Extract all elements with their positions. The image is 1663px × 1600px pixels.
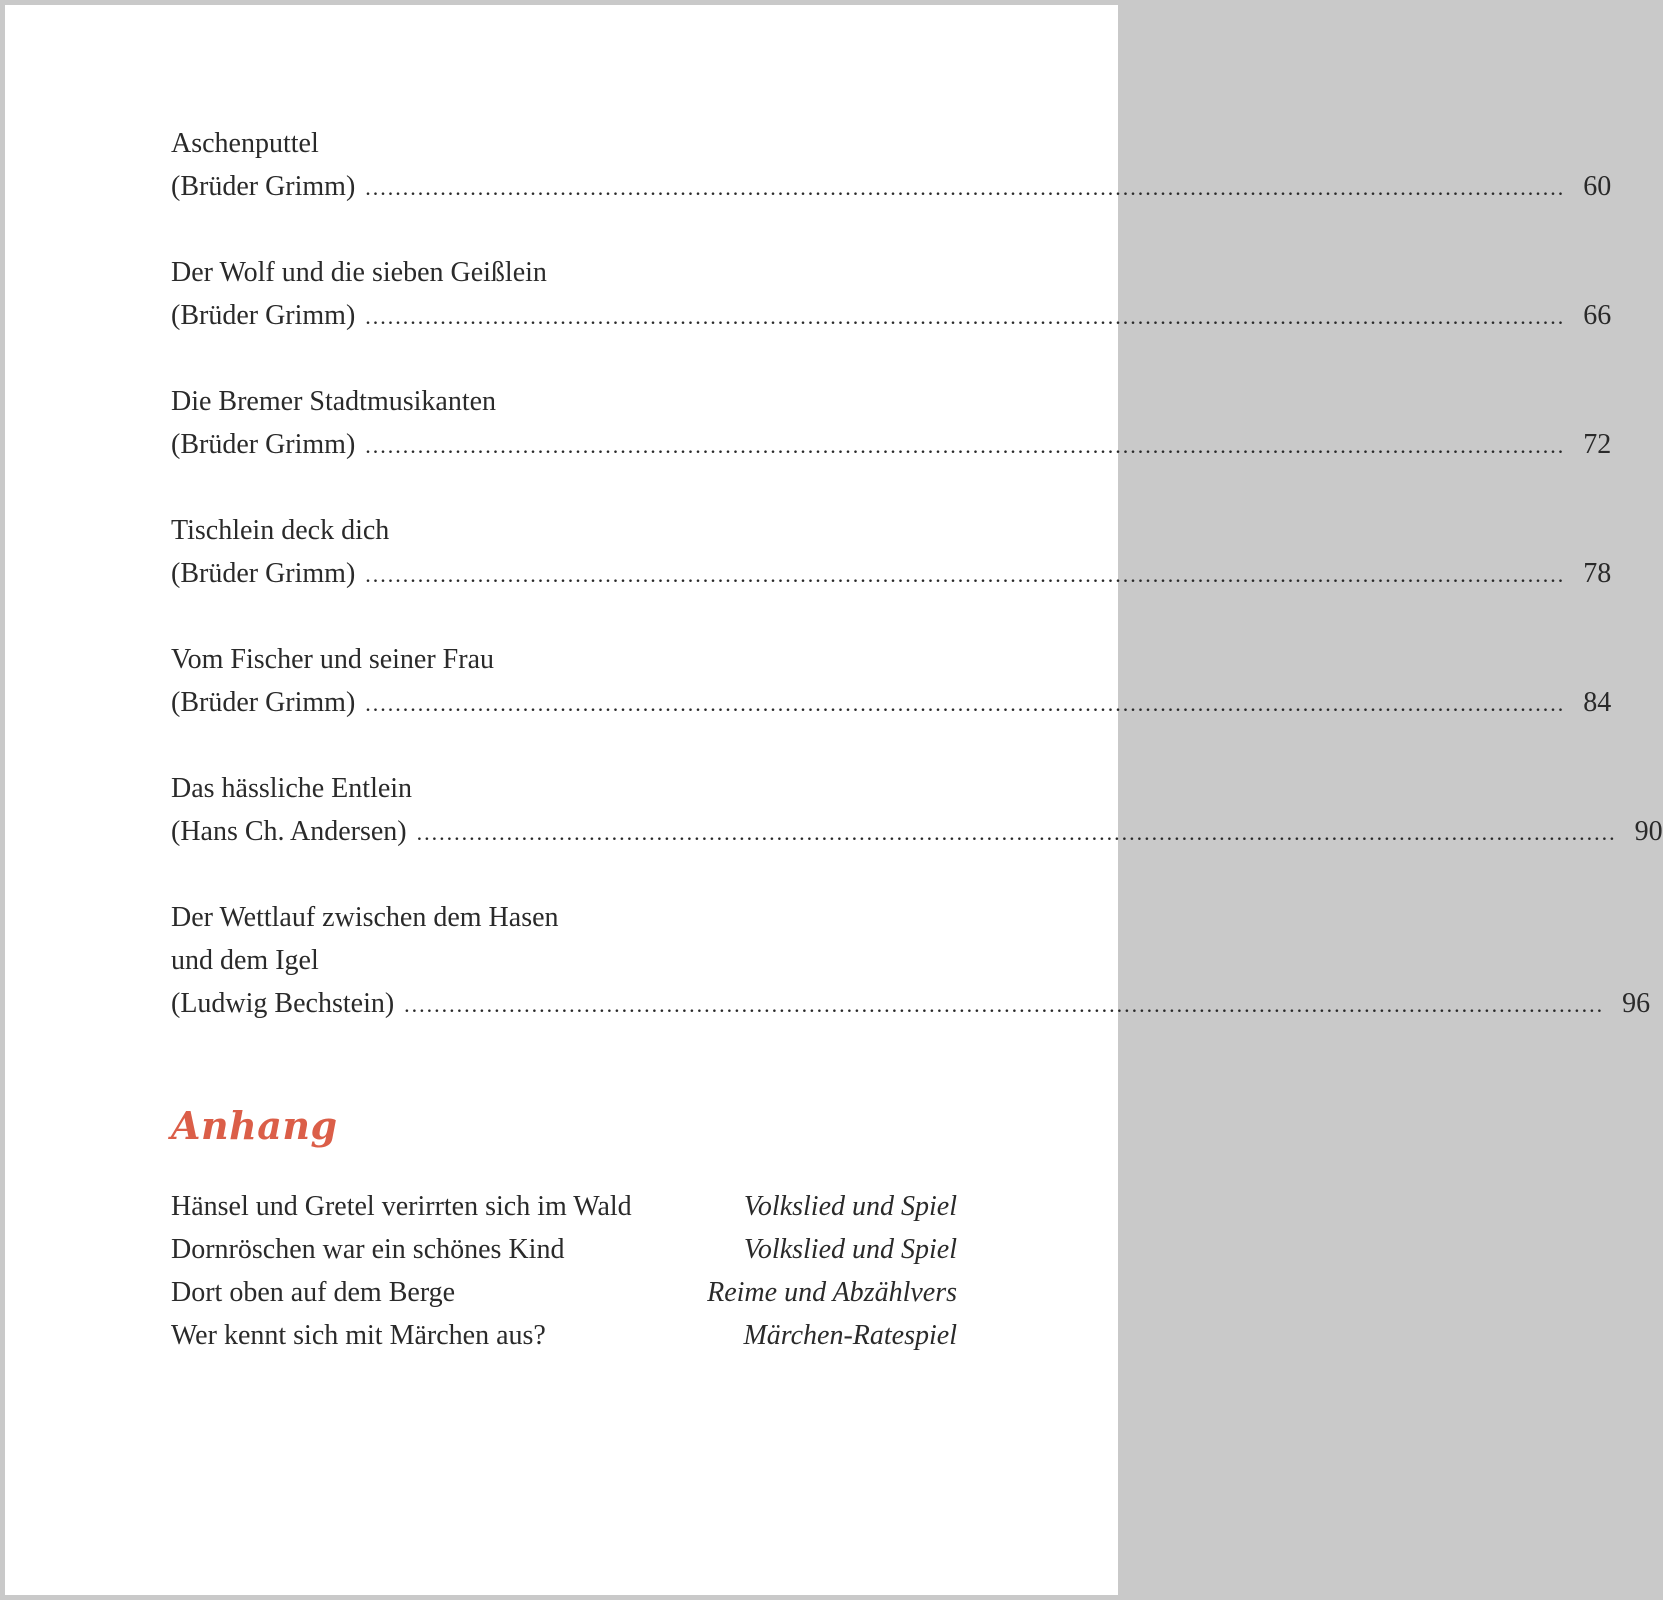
toc-entry-title: Die Bremer Stadtmusikanten <box>171 386 497 417</box>
toc-entry-author-line <box>171 982 1651 1025</box>
toc-entry <box>171 638 1612 724</box>
appendix-item-type: Volkslied und Spiel <box>743 1191 957 1222</box>
toc-entry-author: (Brüder Grimm) <box>171 558 356 589</box>
appendix-item <box>171 1314 957 1357</box>
toc-entry-title: Der Wolf und die sieben Geißlein <box>171 257 547 288</box>
toc-entry-author: (Brüder Grimm) <box>171 171 356 202</box>
dot-leader: ................................................................................................................................................................ <box>365 304 1566 329</box>
toc-entry-author-line <box>171 423 1612 466</box>
appendix-item <box>171 1228 957 1271</box>
toc-entry-author: (Brüder Grimm) <box>171 300 356 331</box>
book-page <box>5 5 1663 1595</box>
toc-entry-author: (Hans Ch. Andersen) <box>171 816 407 847</box>
toc-entry-title: Das hässliche Entlein <box>171 773 413 804</box>
dot-leader: ................................................................................................................................................................ <box>404 992 1605 1017</box>
appendix-item-title: Hänsel und Gretel verirrten sich im Wald <box>171 1191 632 1222</box>
appendix-item-type: Märchen-Ratespiel <box>743 1320 957 1351</box>
dot-leader: ................................................................................................................................................................ <box>365 691 1566 716</box>
appendix-item <box>171 1185 957 1228</box>
appendix-list <box>171 1185 957 1357</box>
appendix-item-type: Volkslied und Spiel <box>743 1234 957 1265</box>
toc-entry-title: Aschenputtel <box>171 128 319 159</box>
toc-entry-page: 72 <box>1583 429 1612 460</box>
toc-entry-author: (Brüder Grimm) <box>171 429 356 460</box>
dot-leader: ................................................................................................................................................................ <box>365 433 1566 458</box>
table-of-contents <box>171 122 1663 1068</box>
appendix-item-title: Dort oben auf dem Berge <box>171 1277 456 1308</box>
toc-entry-title-continued: und dem Igel <box>171 945 319 976</box>
dot-leader: ................................................................................................................................................................ <box>416 820 1617 845</box>
toc-entry <box>171 509 1612 595</box>
dot-leader: ................................................................................................................................................................ <box>365 175 1566 200</box>
toc-entry-title: Vom Fischer und seiner Frau <box>171 644 494 675</box>
toc-entry-author-line <box>171 810 1663 853</box>
toc-entry-page: 90 <box>1634 816 1663 847</box>
toc-entry <box>171 767 1663 853</box>
toc-entry-author: (Ludwig Bechstein) <box>171 988 395 1019</box>
appendix-item <box>171 1271 957 1314</box>
toc-entry-title: Tischlein deck dich <box>171 515 390 546</box>
toc-entry-page: 96 <box>1622 988 1651 1019</box>
toc-entry-page: 84 <box>1583 687 1612 718</box>
toc-entry-page: 60 <box>1583 171 1612 202</box>
toc-entry-page: 78 <box>1583 558 1612 589</box>
appendix-heading: Anhang <box>171 1103 338 1148</box>
appendix-item-title: Dornröschen war ein schönes Kind <box>171 1234 565 1265</box>
appendix-item-type: Reime und Abzählvers <box>707 1277 957 1308</box>
toc-entry-author-line <box>171 681 1612 724</box>
toc-entry-author-line <box>171 552 1612 595</box>
toc-entry <box>171 251 1612 337</box>
toc-entry-page: 66 <box>1583 300 1612 331</box>
dot-leader: ................................................................................................................................................................ <box>365 562 1566 587</box>
toc-entry <box>171 122 1612 208</box>
toc-entry-author-line <box>171 294 1612 337</box>
toc-entry <box>171 896 1651 1025</box>
toc-entry-author-line <box>171 165 1612 208</box>
appendix-item-title: Wer kennt sich mit Märchen aus? <box>171 1320 546 1351</box>
toc-entry-author: (Brüder Grimm) <box>171 687 356 718</box>
toc-entry <box>171 380 1612 466</box>
toc-entry-title: Der Wettlauf zwischen dem Hasen <box>171 902 559 933</box>
